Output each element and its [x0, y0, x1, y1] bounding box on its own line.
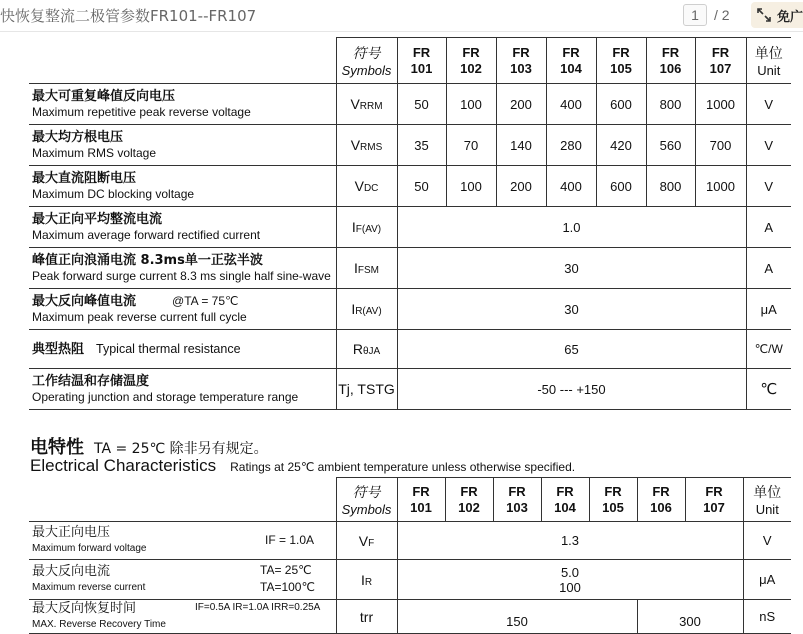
param-inline: [32, 341, 336, 358]
value-cell: 600: [596, 84, 646, 125]
value-cell: 800: [646, 84, 695, 125]
unit-cell: ℃/W: [746, 330, 791, 369]
max-ratings-table: [29, 37, 791, 410]
table-row: [29, 560, 791, 600]
model-number: 106: [659, 60, 682, 76]
value-cell: 400: [546, 84, 596, 125]
value-cell-merged: 1.3: [397, 522, 743, 560]
symbol-cell: [336, 248, 397, 289]
value-cell: 560: [646, 125, 695, 166]
model-prefix: FR: [661, 44, 680, 60]
value-cell: 100: [446, 166, 496, 207]
symbol-main: I: [351, 219, 356, 235]
param-cell: [29, 84, 336, 125]
param-cn: 最大可重复峰值反向电压: [32, 88, 176, 104]
unit-header: [746, 38, 791, 84]
page-indicator: [683, 4, 730, 26]
model-prefix: FR: [412, 44, 431, 60]
symbol-cell: [336, 207, 397, 248]
param-cn: 最大正向电压: [32, 525, 111, 540]
model-prefix: FR: [711, 44, 730, 60]
model-number: 105: [602, 499, 624, 515]
symbol-cell: [336, 369, 397, 410]
param-en: MAX. Reverse Recovery Time: [32, 619, 166, 630]
param-cn: 最大正向平均整流电流: [32, 211, 163, 227]
symbol-header-cn: 符号: [352, 46, 381, 62]
table-row: [29, 207, 791, 248]
model-header: [445, 478, 493, 522]
value-cell: 50: [397, 84, 446, 125]
symbol-header-en: Symbols: [341, 502, 392, 517]
electrical-title-cn: 电特性: [30, 437, 84, 458]
symbol-sub: θJA: [362, 346, 381, 357]
model-number: 104: [554, 499, 576, 515]
model-prefix: FR: [604, 483, 622, 499]
value-cell-merged: 30: [397, 289, 746, 330]
model-number: 105: [610, 60, 632, 76]
param-condition-2: TA=100℃: [260, 580, 315, 594]
electrical-table: [29, 477, 791, 634]
symbol-main: trr: [359, 608, 374, 625]
electrical-note-en: Ratings at 25℃ ambient temperature unless otherwise specified.: [230, 460, 576, 474]
param-en: Operating junction and storage temperature range: [32, 389, 299, 404]
model-header: [493, 478, 541, 522]
model-number: 104: [560, 60, 582, 76]
value-cell: 420: [596, 125, 646, 166]
param-condition-1: TA= 25℃: [260, 563, 312, 577]
unit-cell: nS: [743, 600, 791, 634]
param-cn: 最大反向恢复时间: [32, 601, 137, 616]
param-cell: [29, 600, 336, 634]
value-line-2: 100: [559, 579, 581, 595]
model-number: 101: [410, 60, 433, 76]
model-prefix: FR: [462, 44, 480, 60]
unit-cell: V: [746, 166, 791, 207]
model-number: 107: [703, 499, 725, 515]
symbol-header-en: Symbols: [341, 63, 392, 78]
param-cell: [29, 522, 336, 560]
value-cell: 400: [546, 166, 596, 207]
symbol-header: [336, 38, 397, 84]
model-number: 101: [410, 499, 432, 515]
value-cell-merged: 65: [397, 330, 746, 369]
model-prefix: FR: [556, 483, 574, 499]
unit-header-en: Unit: [757, 63, 781, 78]
symbol-sub: FSM: [357, 265, 379, 276]
model-header: [596, 38, 646, 84]
symbol-main: R: [352, 341, 363, 357]
param-condition: IF = 1.0A: [265, 533, 315, 547]
unit-header-en: Unit: [755, 502, 779, 517]
page-number-input[interactable]: 1: [683, 4, 707, 26]
value-cell: 35: [397, 125, 446, 166]
unit-cell: A: [746, 248, 791, 289]
symbol-cell: [336, 125, 397, 166]
value-cell: 1000: [695, 84, 746, 125]
param-en: Maximum average forward rectified current: [32, 227, 261, 242]
value-cell: 280: [546, 125, 596, 166]
param-cn: [32, 293, 336, 310]
model-header: [397, 38, 446, 84]
symbol-sub: R: [364, 576, 373, 588]
header-row: [29, 478, 791, 522]
model-header: [646, 38, 695, 84]
model-header: [541, 478, 589, 522]
unit-cell: V: [746, 125, 791, 166]
symbol-sub: F(AV): [355, 224, 382, 235]
table-row: [29, 166, 791, 207]
symbol-cell: [336, 84, 397, 125]
symbol-main: Tj, TSTG: [338, 381, 395, 397]
value-cell: 200: [496, 166, 546, 207]
symbol-main: V: [354, 178, 364, 194]
param-en: Peak forward surge current 8.3 ms single half sine-wave: [32, 268, 331, 283]
model-header: [496, 38, 546, 84]
value-cell: 200: [496, 84, 546, 125]
table-row: [29, 600, 791, 634]
param-condition: IF=0.5A IR=1.0A IRR=0.25A: [195, 602, 321, 613]
symbol-main: I: [351, 301, 356, 317]
expand-label: 免广: [777, 8, 803, 24]
model-header: [695, 38, 746, 84]
model-header: [546, 38, 596, 84]
electrical-title-en: Electrical Characteristics: [30, 456, 217, 475]
param-cn: 最大反向电流: [32, 564, 111, 579]
table-row: [29, 84, 791, 125]
electrical-heading-en: [30, 456, 575, 476]
table-row: [29, 289, 791, 330]
unit-cell: μA: [743, 560, 791, 600]
model-prefix: FR: [512, 44, 530, 60]
value-cell: 70: [446, 125, 496, 166]
symbol-cell: [336, 166, 397, 207]
symbol-cell: [336, 522, 397, 560]
table-row: [29, 125, 791, 166]
param-cell: [29, 166, 336, 207]
model-prefix: FR: [652, 483, 670, 499]
symbol-header-cn: 符号: [352, 485, 381, 501]
unit-header-cn: 单位: [754, 46, 783, 62]
expand-icon: [757, 8, 771, 22]
model-header: [397, 478, 445, 522]
model-number: 106: [650, 499, 672, 515]
symbol-sub: R(AV): [355, 306, 382, 317]
value-cell: 800: [646, 166, 695, 207]
param-en: Maximum forward voltage: [32, 543, 147, 554]
param-cn: 典型热阻: [32, 341, 85, 357]
model-number: 103: [510, 60, 532, 76]
param-cell: [29, 330, 336, 369]
value-line-1: 5.0: [560, 564, 580, 580]
symbol-sub: DC: [363, 183, 379, 194]
model-number: 102: [458, 499, 480, 515]
table-row: [29, 330, 791, 369]
symbol-cell: [336, 289, 397, 330]
param-en: Maximum repetitive peak reverse voltage: [32, 104, 251, 119]
param-header-cell: [29, 38, 336, 84]
value-cell: 600: [596, 166, 646, 207]
model-prefix: FR: [412, 483, 430, 499]
value-cell: 1000: [695, 166, 746, 207]
value-cell: 700: [695, 125, 746, 166]
electrical-condition-cn: TA = 25℃ 除非另有规定。: [94, 441, 268, 457]
symbol-main: I: [360, 571, 365, 588]
unit-cell: V: [746, 84, 791, 125]
viewer-toolbar: [0, 0, 803, 32]
param-cn: 最大直流阻断电压: [32, 170, 137, 186]
model-header: [637, 478, 685, 522]
param-cell: [29, 207, 336, 248]
symbol-sub: F: [368, 537, 375, 549]
model-header: [685, 478, 743, 522]
symbol-main: V: [358, 532, 369, 549]
param-condition: @TA = 75℃: [172, 294, 239, 308]
value-cell: 50: [397, 166, 446, 207]
param-cell: [29, 560, 336, 600]
model-header: [446, 38, 496, 84]
table-row: [29, 248, 791, 289]
param-en: Maximum RMS voltage: [32, 145, 157, 160]
symbol-sub: RRM: [359, 101, 383, 112]
symbol-cell: [336, 600, 397, 634]
param-cn: 工作结温和存储温度: [32, 373, 150, 389]
symbol-main: V: [350, 96, 360, 112]
model-prefix: FR: [562, 44, 580, 60]
param-en: Maximum peak reverse current full cycle: [32, 310, 247, 324]
model-prefix: FR: [460, 483, 478, 499]
model-number: 107: [709, 60, 732, 76]
symbol-sub: RMS: [360, 142, 383, 153]
param-en: Maximum DC blocking voltage: [32, 186, 195, 201]
model-header: [589, 478, 637, 522]
symbol-main: I: [354, 260, 358, 276]
param-cell: [29, 248, 336, 289]
param-cn: 峰值正向浪涌电流 8.3ms单一正弦半波: [32, 252, 263, 268]
unit-cell: μA: [746, 289, 791, 330]
param-cn-text: 最大反向峰值电流: [32, 294, 137, 309]
unit-cell: ℃: [746, 369, 791, 410]
param-en: Maximum reverse current: [32, 582, 146, 593]
param-header-cell: [29, 478, 336, 522]
expand-button[interactable]: [751, 2, 803, 28]
model-prefix: FR: [612, 44, 630, 60]
symbol-header: [336, 478, 397, 522]
param-cn: 最大均方根电压: [32, 129, 124, 145]
symbol-main: V: [350, 137, 361, 153]
param-cell: [29, 289, 336, 330]
model-prefix: FR: [705, 483, 723, 499]
header-row: [29, 38, 791, 84]
page-total: / 2: [714, 7, 730, 23]
param-cell: [29, 125, 336, 166]
value-cell-merged: 1.0: [397, 207, 746, 248]
table-row: [29, 369, 791, 410]
value-cell-merged: 150: [397, 600, 637, 634]
value-cell: 140: [496, 125, 546, 166]
value-cell-merged: 300: [637, 600, 743, 634]
symbol-cell: [336, 330, 397, 369]
unit-header-cn: 单位: [753, 485, 782, 501]
symbol-cell: [336, 560, 397, 600]
value-cell-merged: 30: [397, 248, 746, 289]
unit-header: [743, 478, 791, 522]
value-cell-merged: [397, 560, 743, 600]
param-en: Typical thermal resistance: [96, 341, 241, 356]
value-cell: 100: [446, 84, 496, 125]
model-number: 103: [506, 499, 528, 515]
unit-cell: A: [746, 207, 791, 248]
document-title: 快恢复整流二极管参数FR101--FR107: [0, 7, 257, 25]
table-row: [29, 522, 791, 560]
param-cell: [29, 369, 336, 410]
model-prefix: FR: [508, 483, 526, 499]
unit-cell: V: [743, 522, 791, 560]
value-cell-merged: -50 --- +150: [397, 369, 746, 410]
model-number: 102: [460, 60, 482, 76]
